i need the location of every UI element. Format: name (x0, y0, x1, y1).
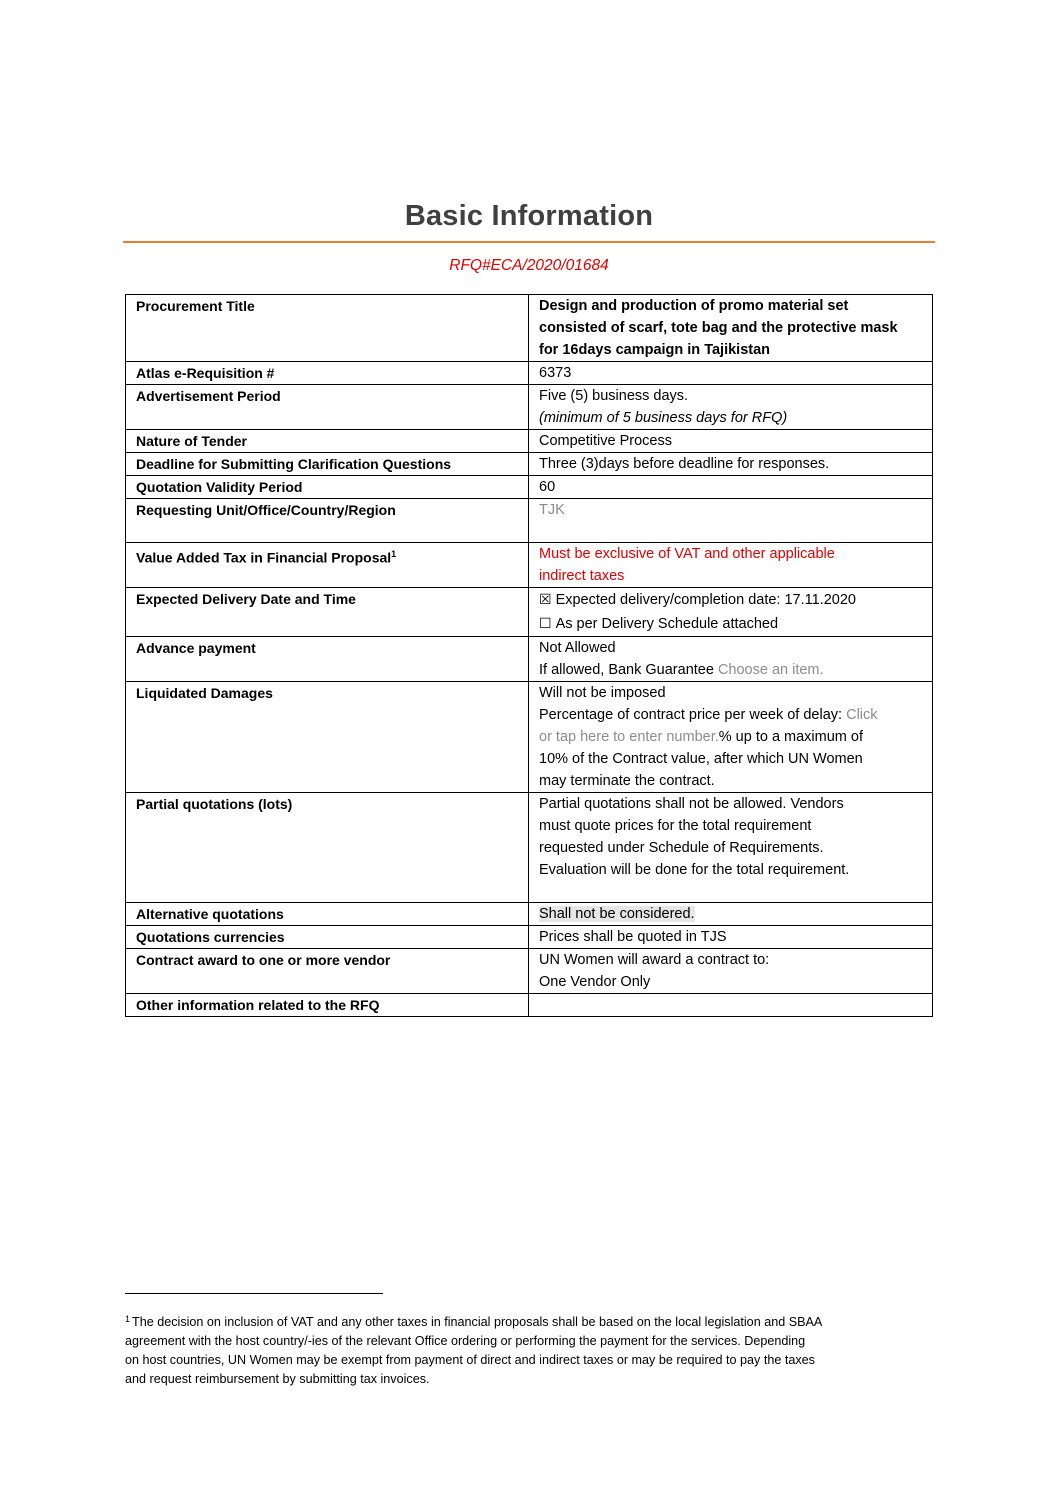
table-row (126, 476, 933, 499)
table-row (126, 295, 933, 362)
row-label: Requesting Unit/Office/Country/Region (126, 499, 529, 543)
currencies-value: Prices shall be quoted in TJS (529, 926, 933, 949)
row-label: Quotations currencies (126, 926, 529, 949)
bank-guarantee-dropdown[interactable]: Choose an item. (717, 662, 824, 678)
table-row (126, 362, 933, 385)
basic-information-table (125, 294, 933, 1017)
row-label: Expected Delivery Date and Time (126, 588, 529, 637)
row-label: Advance payment (126, 637, 529, 682)
vat-value: Must be exclusive of VAT and other applicable indirect taxes (529, 543, 933, 588)
advertisement-note: (minimum of 5 business days for RFQ) (539, 410, 788, 426)
footnote: $^1$ The decision on inclusion of VAT and any other taxes in financial proposals shall be based on the local legislation and SBAA agreement with the host country/-ies of the relevant Office ordering or performing the payment for the services. Depending on host countries, UN Women may be exempt from payment of direct and indirect taxes or may be required to pay the taxes and request reimbursement by submitting tax invoices. (125, 1314, 823, 1386)
table-row (126, 588, 933, 637)
table-row (126, 682, 933, 793)
percentage-input-placeholder[interactable]: Click (846, 707, 878, 723)
row-label: Value Added Tax in Financial Proposal$^1$ (126, 543, 529, 588)
table-row (126, 949, 933, 994)
nature-value: Competitive Process (529, 430, 933, 453)
row-label: Other information related to the RFQ (126, 994, 529, 1017)
row-label: Contract award to one or more vendor (126, 949, 529, 994)
row-label: Procurement Title (126, 295, 529, 362)
checkbox-unchecked-icon[interactable]: ☐ (539, 616, 552, 632)
rfq-reference: RFQ#ECA/2020/01684 (449, 257, 609, 274)
procurement-title-value: Design and production of promo material set consisted of scarf, tote bag and the protective mask for 16days campaign in Tajikistan (529, 295, 933, 362)
award-value: UN Women will award a contract to: One Vendor Only (529, 949, 933, 994)
title-underline (123, 241, 935, 243)
table-row (126, 453, 933, 476)
validity-value: 60 (529, 476, 933, 499)
row-label: Advertisement Period (126, 385, 529, 430)
table-row (126, 543, 933, 588)
table-row (126, 994, 933, 1017)
percentage-input-placeholder-cont[interactable]: or tap here to enter number. (539, 729, 719, 745)
table-row (126, 430, 933, 453)
delivery-option-checked[interactable]: ☒ Expected delivery/completion date: 17.11.2020 (539, 592, 856, 608)
checkbox-checked-icon[interactable]: ☒ (539, 592, 552, 608)
table-row (126, 926, 933, 949)
row-label: Partial quotations (lots) (126, 793, 529, 903)
delivery-value (529, 588, 933, 637)
other-value (529, 994, 933, 1017)
row-label: Nature of Tender (126, 430, 529, 453)
atlas-value: 6373 (529, 362, 933, 385)
footnote-ref: 1 (391, 549, 397, 559)
row-label: Liquidated Damages (126, 682, 529, 793)
delivery-option-unchecked[interactable]: ☐ As per Delivery Schedule attached (539, 616, 779, 632)
advance-value: Not Allowed If allowed, Bank Guarantee Choose an item. (529, 637, 933, 682)
liquidated-value: Will not be imposed Percentage of contract price per week of delay: Click or tap here to enter number.% up to a maximum of 10% of the Contract value, after which UN Women may terminate the contract. (529, 682, 933, 793)
footnote-separator (125, 1293, 383, 1294)
alternative-value: Shall not be considered. (529, 903, 933, 926)
row-label: Quotation Validity Period (126, 476, 529, 499)
page-title: Basic Information (404, 200, 654, 232)
row-label: Atlas e-Requisition # (126, 362, 529, 385)
table-row (126, 637, 933, 682)
advertisement-value: Five (5) business days. (minimum of 5 business days for RFQ) (529, 385, 933, 430)
partial-value: Partial quotations shall not be allowed. Vendors must quote prices for the total requirement requested under Schedule of Requirements. Evaluation will be done for the total requirement. (529, 793, 933, 903)
row-label: Deadline for Submitting Clarification Questions (126, 453, 529, 476)
footnote-number: 1 (125, 1314, 131, 1324)
table-row (126, 903, 933, 926)
row-label: Alternative quotations (126, 903, 529, 926)
table-row (126, 793, 933, 903)
table-row (126, 499, 933, 543)
deadline-value: Three (3)days before deadline for responses. (529, 453, 933, 476)
requesting-unit-value[interactable]: TJK (529, 499, 933, 543)
table-row (126, 385, 933, 430)
